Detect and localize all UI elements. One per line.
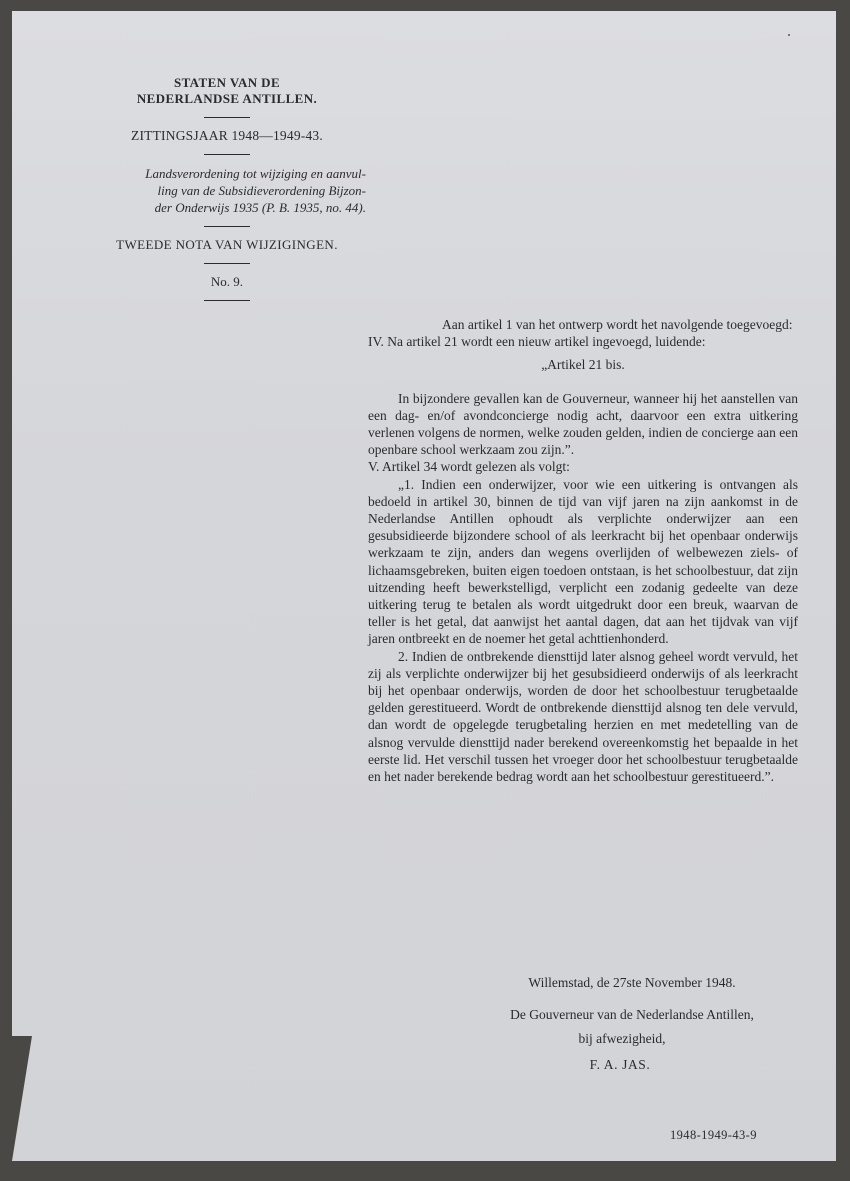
document-header xyxy=(82,75,372,311)
header-divider xyxy=(204,263,250,264)
absence-note: bij afwezigheid, xyxy=(578,1031,666,1046)
organization-name xyxy=(82,75,372,107)
paper-speck xyxy=(788,34,790,36)
signatory-name: F. A. JAS. xyxy=(589,1057,651,1072)
session-year: ZITTINGSJAAR 1948—1949-43. xyxy=(131,128,323,143)
ordinance-title xyxy=(82,165,372,216)
intro-paragraph: Aan artikel 1 van het ontwerp wordt het navolgende toegevoegd: xyxy=(442,317,793,332)
header-divider xyxy=(204,117,250,118)
signatory-title: De Gouverneur van de Nederlandse Antillen, xyxy=(510,1007,754,1022)
organization-line-1: STATEN VAN DE xyxy=(173,75,281,90)
article-34-paragraph-2: 2. Indien de ontbrekende diensttijd later alsnog geheel wordt vervuld, het zij als verplichte onderwijzer bij het gesubsidieerd onderwijs of als leerkracht bij het openbaar onderwijs, worden de door het schoolbestuur terugbetaalde gelden gerestitueerd. Wordt de ontbrekende diensttijd alsnog ten dele vervuld, dan wordt de opgelegde terugbetaling herzien en met medetelling van de alsnog vervulde diensttijd nader berekend overeenkomstig het bepaalde in het eerste lid. Het verschil tussen het vroeger door het schoolbestuur terugbetaalde en het nader berekende bedrag wordt aan het schoolbestuur gerestitueerd.”. xyxy=(368,648,798,785)
place-date: Willemstad, de 27ste November 1948. xyxy=(528,975,736,990)
document-reference-number: 1948-1949-43-9 xyxy=(670,1128,757,1142)
ordinance-title-line-2: ling van de Subsidieverordening Bijzon- xyxy=(157,183,366,198)
amendment-text xyxy=(368,316,798,785)
torn-corner xyxy=(12,1036,32,1161)
document-number-label: No. 9. xyxy=(210,274,244,289)
header-divider xyxy=(204,154,250,155)
ordinance-title-line-3: der Onderwijs 1935 (P. B. 1935, no. 44). xyxy=(154,200,366,215)
item-v: V. Artikel 34 wordt gelezen als volgt: xyxy=(368,459,570,475)
nota-title: TWEEDE NOTA VAN WIJZIGINGEN. xyxy=(116,237,338,252)
document-page xyxy=(12,11,836,1161)
article-34-paragraph-1: „1. Indien een onderwijzer, voor wie een uitkering is ontvangen als bedoeld in artikel 30, binnen de tijd van vijf jaren na zijn aankomst in de Nederlandse Antillen ophoudt als verplichte onderwijzer aan een gesubsidieerde bijzondere school of als leerkracht bij het openbaar onderwijs werkzaam te zijn, anders dan wegens overlijden of welbewezen ziels- of lichaamsgebreken, buiten eigen toedoen ontstaan, is het schoolbestuur, dat zijn uitzending heeft bewerkstelligd, verplicht een zodanig gedeelte van deze uitkering terug te betalen als wordt uitgedrukt door een breuk, waarvan de teller is het getal, dat aanwijst het aantal dagen, dat aan het tijdvak van vijf jaren ontbreekt en de noemer het getal achttienhonderd. xyxy=(368,476,798,647)
ordinance-title-line-1: Landsverordening tot wijziging en aanvul- xyxy=(145,166,366,181)
header-divider xyxy=(204,300,250,301)
item-iv: IV. Na artikel 21 wordt een nieuw artikel ingevoegd, luidende: xyxy=(368,334,706,350)
header-divider xyxy=(204,226,250,227)
article-heading: „Artikel 21 bis. xyxy=(541,357,625,373)
organization-line-2: NEDERLANDSE ANTILLEN. xyxy=(136,91,318,106)
article-21bis-paragraph: In bijzondere gevallen kan de Gouverneur, wanneer hij het aanstellen van een dag- en/of avondconcierge nodig acht, daarvoor een extra uitkering verlenen volgens de normen, welke zouden gelden, indien de concierge aan een openbare school werkzaam zou zijn.”. xyxy=(368,390,798,458)
